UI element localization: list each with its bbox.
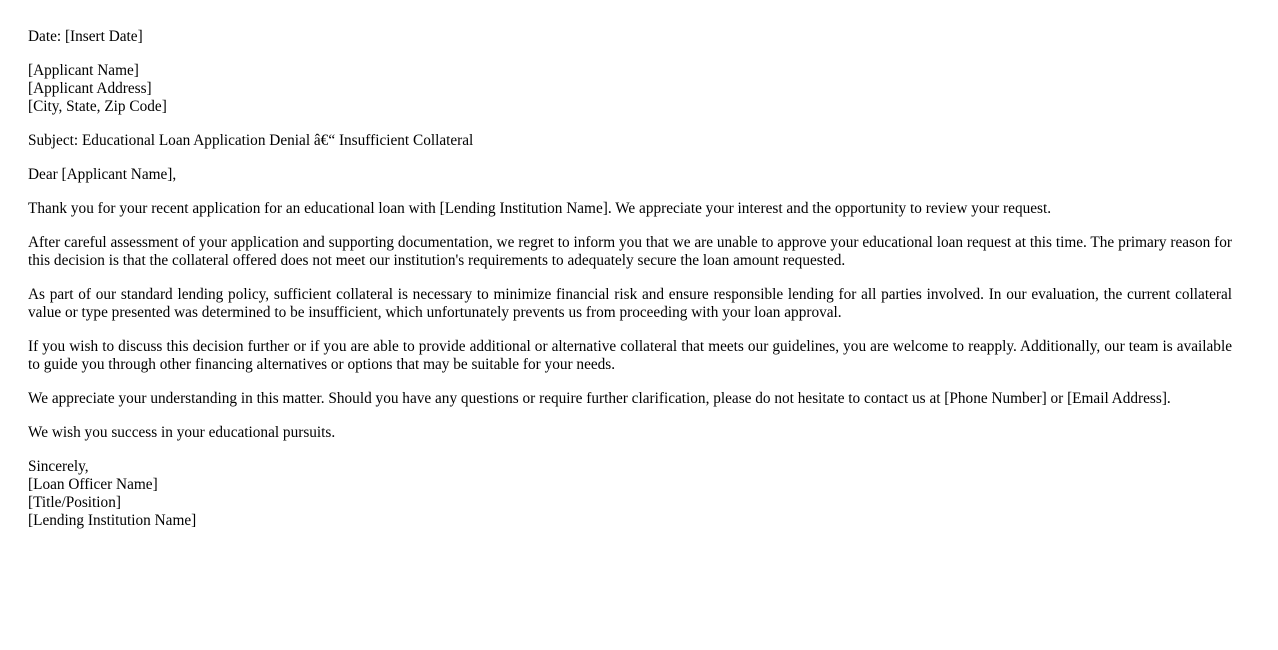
paragraph-next-steps: If you wish to discuss this decision further or if you are able to provide additional or alternative collateral that meets our guidelines, you are welcome to reapply. Additionally, our team is available to guide you through other financing alternatives or options that may be suitable for your needs.	[28, 338, 1232, 373]
letter-body	[28, 28, 1232, 546]
date-block	[28, 28, 1232, 46]
paragraph-policy: As part of our standard lending policy, sufficient collateral is necessary to minimize financial risk and ensure responsible lending for all parties involved. In our evaluation, the current collateral value or type presented was determined to be insufficient, which unfortunately prevents us from proceeding with your loan approval.	[28, 286, 1232, 321]
recipient-city-state-zip: [City, State, Zip Code]	[28, 98, 167, 115]
subject-block	[28, 132, 1232, 150]
recipient-address-block	[28, 62, 1232, 116]
paragraph-wishes: We wish you success in your educational pursuits.	[28, 424, 336, 441]
institution-name: [Lending Institution Name]	[28, 512, 197, 529]
salutation-block	[28, 166, 1232, 184]
officer-title: [Title/Position]	[28, 494, 121, 511]
paragraph-contact: We appreciate your understanding in this matter. Should you have any questions or require further clarification, please do not hesitate to contact us at [Phone Number] or [Email Address].	[28, 390, 1171, 407]
recipient-name: [Applicant Name]	[28, 62, 139, 79]
subject-line: Subject: Educational Loan Application Denial â€“ Insufficient Collateral	[28, 132, 474, 149]
recipient-address: [Applicant Address]	[28, 80, 152, 97]
loan-officer-name: [Loan Officer Name]	[28, 476, 158, 493]
salutation: Dear [Applicant Name],	[28, 166, 177, 183]
valediction: Sincerely,	[28, 458, 89, 475]
signature-block	[28, 458, 1232, 530]
paragraph-decision: After careful assessment of your application and supporting documentation, we regret to inform you that we are unable to approve your educational loan request at this time. The primary reason for this decision is that the collateral offered does not meet our institution's requirements to adequately secure the loan amount requested.	[28, 234, 1232, 269]
date-line: Date: [Insert Date]	[28, 28, 143, 45]
paragraph-intro: Thank you for your recent application for an educational loan with [Lending Institution Name]. We appreciate your interest and the opportunity to review your request.	[28, 200, 1052, 217]
